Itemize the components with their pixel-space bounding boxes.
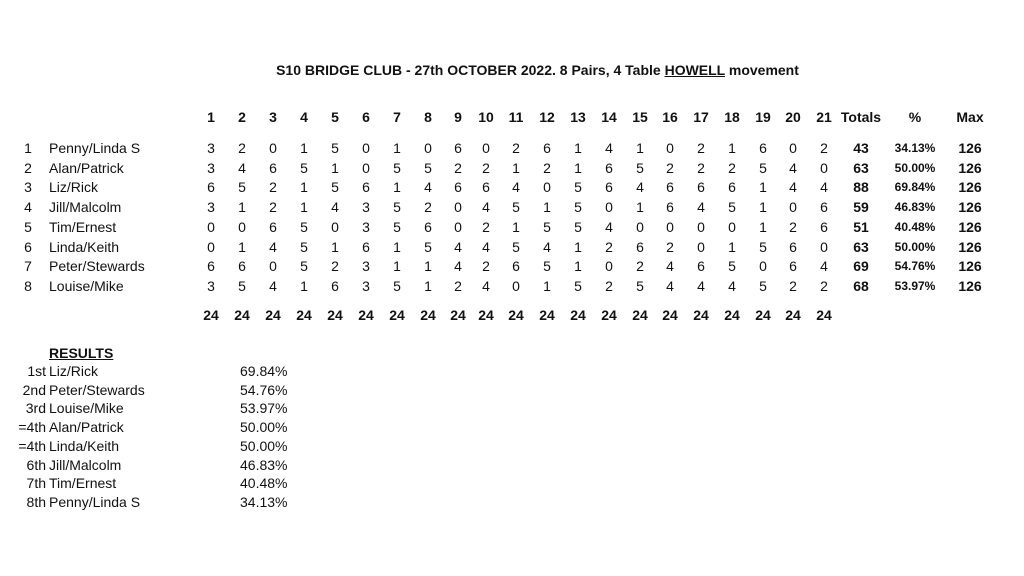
board-score: 5	[300, 218, 308, 235]
board-score: 0	[269, 258, 277, 275]
board-score: 0	[759, 258, 767, 275]
board-score: 0	[454, 218, 462, 235]
pair-percent: 53.97%	[894, 278, 936, 293]
board-score: 6	[789, 238, 797, 255]
board-score: 5	[331, 179, 339, 196]
board-header: 10	[478, 109, 494, 125]
board-header: 6	[362, 109, 370, 125]
board-score: 1	[393, 258, 401, 275]
board-score: 4	[424, 179, 432, 196]
board-total: 24	[478, 307, 494, 323]
board-score: 1	[543, 277, 551, 294]
board-total: 24	[358, 307, 374, 323]
board-score: 0	[362, 159, 370, 176]
pair-total: 69	[853, 258, 869, 275]
board-score: 6	[362, 238, 370, 255]
board-score: 5	[543, 218, 551, 235]
pair-percent: 50.00%	[894, 160, 936, 175]
results-heading: RESULTS	[49, 345, 114, 361]
board-score: 0	[728, 218, 736, 235]
board-score: 2	[697, 140, 705, 156]
pair-max: 126	[958, 258, 982, 275]
pair-max: 126	[958, 199, 982, 216]
board-total: 24	[785, 307, 801, 323]
result-rank: =4th	[18, 437, 46, 454]
board-score: 0	[269, 140, 277, 156]
board-score: 6	[207, 258, 215, 275]
board-score: 5	[331, 140, 339, 156]
board-score: 4	[697, 277, 705, 294]
board-score: 6	[454, 140, 462, 156]
board-score: 1	[512, 218, 520, 235]
board-total: 24	[450, 307, 466, 323]
board-total: 24	[265, 307, 281, 323]
pair-name: Peter/Stewards	[49, 258, 145, 275]
board-score: 3	[362, 258, 370, 275]
pair-max: 126	[958, 238, 982, 255]
board-score: 4	[605, 218, 613, 235]
board-header: 2	[238, 109, 246, 125]
pair-number: 3	[24, 179, 32, 196]
board-total: 24	[570, 307, 586, 323]
board-score: 2	[238, 140, 246, 156]
board-score: 6	[512, 258, 520, 275]
board-score: 0	[697, 218, 705, 235]
board-score: 4	[482, 199, 490, 216]
board-score: 1	[393, 140, 401, 156]
result-pair: Tim/Ernest	[49, 475, 117, 492]
board-score: 5	[424, 238, 432, 255]
result-pair: Liz/Rick	[49, 363, 99, 379]
pair-name: Louise/Mike	[49, 277, 124, 294]
board-score: 4	[666, 258, 674, 275]
board-score: 4	[728, 277, 736, 294]
result-percent: 40.48%	[240, 475, 288, 492]
board-score: 5	[574, 179, 582, 196]
board-score: 6	[269, 159, 277, 176]
pair-total: 68	[853, 277, 869, 294]
board-score: 0	[605, 199, 613, 216]
title-suffix: movement	[724, 62, 799, 78]
board-total: 24	[296, 307, 312, 323]
board-score: 4	[454, 258, 462, 275]
board-score: 5	[393, 199, 401, 216]
board-score: 1	[574, 140, 582, 156]
board-score: 0	[424, 140, 432, 156]
board-score: 2	[605, 277, 613, 294]
result-percent: 50.00%	[240, 437, 288, 454]
result-pair: Penny/Linda S	[49, 493, 141, 510]
board-score: 1	[574, 238, 582, 255]
pair-number: 4	[24, 199, 32, 216]
pair-name: Alan/Patrick	[49, 159, 124, 176]
pair-max: 126	[958, 277, 982, 294]
result-pair: Jill/Malcolm	[49, 456, 122, 473]
board-score: 0	[789, 140, 797, 156]
board-score: 5	[728, 258, 736, 275]
result-row	[0, 493, 320, 511]
board-score: 1	[574, 159, 582, 176]
board-total: 24	[632, 307, 648, 323]
board-score: 5	[424, 159, 432, 176]
board-score: 0	[605, 258, 613, 275]
board-header: 13	[570, 109, 586, 125]
board-score: 5	[393, 218, 401, 235]
board-score: 4	[543, 238, 551, 255]
board-score: 4	[512, 179, 520, 196]
board-score: 0	[454, 199, 462, 216]
board-score: 5	[574, 218, 582, 235]
result-row	[0, 418, 320, 436]
board-score: 1	[574, 258, 582, 275]
board-header: 19	[755, 109, 771, 125]
board-score: 3	[207, 140, 215, 156]
board-score: 1	[543, 199, 551, 216]
max-header: Max	[956, 109, 984, 125]
board-score: 4	[697, 199, 705, 216]
board-score: 3	[362, 277, 370, 294]
board-score: 1	[636, 199, 644, 216]
board-score: 1	[393, 238, 401, 255]
pair-max: 126	[958, 218, 982, 235]
board-score: 5	[512, 199, 520, 216]
board-score: 1	[300, 179, 308, 196]
board-score: 2	[482, 218, 490, 235]
board-score: 6	[697, 258, 705, 275]
board-total: 24	[816, 307, 832, 323]
result-row	[0, 437, 320, 455]
board-score: 6	[362, 179, 370, 196]
board-score: 5	[300, 159, 308, 176]
result-percent: 53.97%	[240, 400, 288, 417]
board-total: 24	[539, 307, 555, 323]
board-score: 1	[300, 140, 308, 156]
board-score: 4	[789, 179, 797, 196]
board-score: 1	[424, 258, 432, 275]
board-score: 4	[331, 199, 339, 216]
pair-max: 126	[958, 159, 982, 176]
board-score: 1	[512, 159, 520, 176]
pair-total: 63	[853, 159, 869, 176]
board-score: 6	[543, 140, 551, 156]
pair-total: 43	[853, 140, 869, 156]
board-header: 16	[662, 109, 678, 125]
result-pair: Peter/Stewards	[49, 381, 145, 398]
board-score: 2	[789, 218, 797, 235]
board-score: 5	[574, 277, 582, 294]
board-score: 0	[697, 238, 705, 255]
board-header: 14	[601, 109, 617, 125]
result-row	[0, 381, 320, 399]
board-score: 6	[820, 199, 828, 216]
board-score: 6	[454, 179, 462, 196]
board-score: 5	[636, 277, 644, 294]
board-score: 6	[759, 140, 767, 156]
result-rank: 8th	[26, 493, 46, 510]
board-total: 24	[420, 307, 436, 323]
result-percent: 34.13%	[240, 493, 288, 510]
board-score: 0	[666, 140, 674, 156]
board-header: 1	[207, 109, 215, 125]
pair-percent: 40.48%	[894, 219, 936, 234]
pair-name: Linda/Keith	[49, 238, 120, 255]
board-score: 5	[636, 159, 644, 176]
board-header: 7	[393, 109, 401, 125]
pair-total: 59	[853, 199, 869, 216]
result-pair: Alan/Patrick	[49, 419, 124, 436]
board-header: 3	[269, 109, 277, 125]
board-header: 18	[724, 109, 740, 125]
board-score: 3	[207, 159, 215, 176]
pair-total: 88	[853, 179, 869, 196]
board-score: 1	[331, 159, 339, 176]
board-score: 5	[759, 277, 767, 294]
result-rank: 7th	[26, 475, 46, 492]
board-score: 5	[759, 238, 767, 255]
board-score: 0	[820, 238, 828, 255]
board-score: 5	[759, 159, 767, 176]
pair-number: 8	[24, 277, 32, 294]
board-score: 5	[393, 159, 401, 176]
board-score: 3	[207, 199, 215, 216]
board-score: 0	[362, 140, 370, 156]
board-score: 4	[238, 159, 246, 176]
board-score: 2	[512, 140, 520, 156]
board-score: 2	[482, 159, 490, 176]
board-score: 5	[300, 238, 308, 255]
board-score: 2	[424, 199, 432, 216]
result-row	[0, 362, 320, 380]
board-score: 4	[269, 277, 277, 294]
pair-total: 51	[853, 218, 869, 235]
board-score: 5	[574, 199, 582, 216]
board-header: 12	[539, 109, 555, 125]
board-score: 1	[331, 238, 339, 255]
board-score: 6	[820, 218, 828, 235]
pair-max: 126	[958, 140, 982, 156]
board-score: 0	[207, 238, 215, 255]
board-score: 2	[269, 179, 277, 196]
board-score: 0	[331, 218, 339, 235]
board-score: 5	[300, 258, 308, 275]
board-score: 5	[512, 238, 520, 255]
result-percent: 69.84%	[240, 363, 288, 379]
board-score: 2	[789, 277, 797, 294]
percent-header: %	[908, 109, 922, 125]
board-score: 1	[300, 277, 308, 294]
board-score: 2	[605, 238, 613, 255]
board-score: 2	[666, 238, 674, 255]
board-score: 6	[424, 218, 432, 235]
board-score: 2	[666, 159, 674, 176]
board-total: 24	[508, 307, 524, 323]
board-score: 6	[605, 179, 613, 196]
board-header: 4	[300, 109, 308, 125]
board-header: 8	[424, 109, 432, 125]
board-score: 0	[207, 218, 215, 235]
board-score: 4	[482, 238, 490, 255]
result-rank: 3rd	[25, 400, 46, 417]
board-header: 20	[785, 109, 801, 125]
board-header: 11	[508, 109, 524, 125]
board-total: 24	[755, 307, 771, 323]
board-score: 6	[238, 258, 246, 275]
board-score: 1	[759, 179, 767, 196]
pair-percent: 50.00%	[894, 239, 936, 254]
board-score: 2	[728, 159, 736, 176]
pair-number: 2	[24, 159, 32, 176]
board-total: 24	[724, 307, 740, 323]
board-score: 3	[362, 199, 370, 216]
board-score: 3	[362, 218, 370, 235]
board-score: 6	[482, 179, 490, 196]
board-score: 1	[300, 199, 308, 216]
board-header: 17	[693, 109, 709, 125]
result-rank: 6th	[26, 456, 46, 473]
pair-percent: 54.76%	[894, 259, 936, 274]
pair-name: Tim/Ernest	[49, 218, 117, 235]
board-score: 2	[636, 258, 644, 275]
board-score: 1	[393, 179, 401, 196]
result-rank: =4th	[18, 419, 46, 436]
board-score: 0	[238, 218, 246, 235]
board-score: 1	[636, 140, 644, 156]
board-score: 4	[605, 140, 613, 156]
totals-header: Totals	[840, 109, 882, 125]
board-score: 0	[512, 277, 520, 294]
board-score: 1	[728, 140, 736, 156]
pair-number: 5	[24, 218, 32, 235]
title-movement-name: HOWELL	[664, 62, 725, 78]
board-score: 0	[789, 199, 797, 216]
pair-name: Liz/Rick	[49, 179, 99, 196]
result-row	[0, 399, 320, 417]
board-total: 24	[234, 307, 250, 323]
board-score: 5	[543, 258, 551, 275]
result-row	[0, 474, 320, 492]
board-score: 4	[820, 179, 828, 196]
board-score: 1	[238, 199, 246, 216]
board-score: 2	[454, 159, 462, 176]
board-score: 6	[666, 199, 674, 216]
board-score: 2	[269, 199, 277, 216]
pair-number: 1	[24, 140, 32, 156]
board-total: 24	[662, 307, 678, 323]
board-score: 4	[636, 179, 644, 196]
board-score: 4	[454, 238, 462, 255]
board-score: 6	[666, 179, 674, 196]
pair-percent: 46.83%	[894, 200, 936, 215]
title-prefix: S10 BRIDGE CLUB - 27th OCTOBER 2022. 8 Pairs, 4 Table	[276, 62, 665, 78]
pair-max: 126	[958, 179, 982, 196]
board-score: 5	[393, 277, 401, 294]
result-rank: 2nd	[22, 381, 46, 398]
board-score: 0	[820, 159, 828, 176]
board-score: 6	[697, 179, 705, 196]
board-score: 2	[820, 277, 828, 294]
board-total: 24	[327, 307, 343, 323]
board-score: 6	[269, 218, 277, 235]
board-header: 5	[331, 109, 339, 125]
board-score: 1	[238, 238, 246, 255]
board-score: 0	[543, 179, 551, 196]
board-total: 24	[601, 307, 617, 323]
board-header: 21	[816, 109, 832, 125]
pair-percent: 69.84%	[894, 180, 936, 195]
pair-number: 7	[24, 258, 32, 275]
board-score: 4	[269, 238, 277, 255]
board-score: 4	[666, 277, 674, 294]
board-score: 3	[207, 277, 215, 294]
result-percent: 54.76%	[240, 381, 288, 398]
board-score: 5	[238, 179, 246, 196]
pair-name: Jill/Malcolm	[49, 199, 122, 216]
board-header: 15	[632, 109, 648, 125]
pair-percent: 34.13%	[894, 141, 936, 155]
board-total: 24	[693, 307, 709, 323]
pair-number: 6	[24, 238, 32, 255]
board-header: 9	[454, 109, 462, 125]
board-total: 24	[389, 307, 405, 323]
board-score: 6	[636, 238, 644, 255]
board-total: 24	[203, 307, 219, 323]
result-pair: Linda/Keith	[49, 437, 120, 454]
board-score: 2	[820, 140, 828, 156]
board-score: 6	[728, 179, 736, 196]
result-pair: Louise/Mike	[49, 400, 124, 417]
board-score: 0	[636, 218, 644, 235]
board-score: 4	[482, 277, 490, 294]
board-score: 6	[331, 277, 339, 294]
board-score: 1	[728, 238, 736, 255]
result-percent: 50.00%	[240, 419, 288, 436]
board-score: 6	[605, 159, 613, 176]
result-rank: 1st	[27, 363, 46, 379]
board-score: 2	[543, 159, 551, 176]
board-score: 1	[759, 199, 767, 216]
result-row	[0, 456, 320, 474]
board-score: 6	[789, 258, 797, 275]
board-score: 2	[482, 258, 490, 275]
pair-name: Penny/Linda S	[49, 140, 141, 156]
board-score: 5	[238, 277, 246, 294]
board-score: 1	[424, 277, 432, 294]
board-score: 0	[666, 218, 674, 235]
pair-total: 63	[853, 238, 869, 255]
board-score: 0	[482, 140, 490, 156]
board-score: 2	[331, 258, 339, 275]
board-score: 2	[454, 277, 462, 294]
board-score: 4	[789, 159, 797, 176]
board-score: 6	[207, 179, 215, 196]
result-percent: 46.83%	[240, 456, 288, 473]
page-title	[0, 62, 1024, 78]
board-score: 4	[820, 258, 828, 275]
board-score: 5	[728, 199, 736, 216]
board-score: 1	[759, 218, 767, 235]
board-score: 2	[697, 159, 705, 176]
